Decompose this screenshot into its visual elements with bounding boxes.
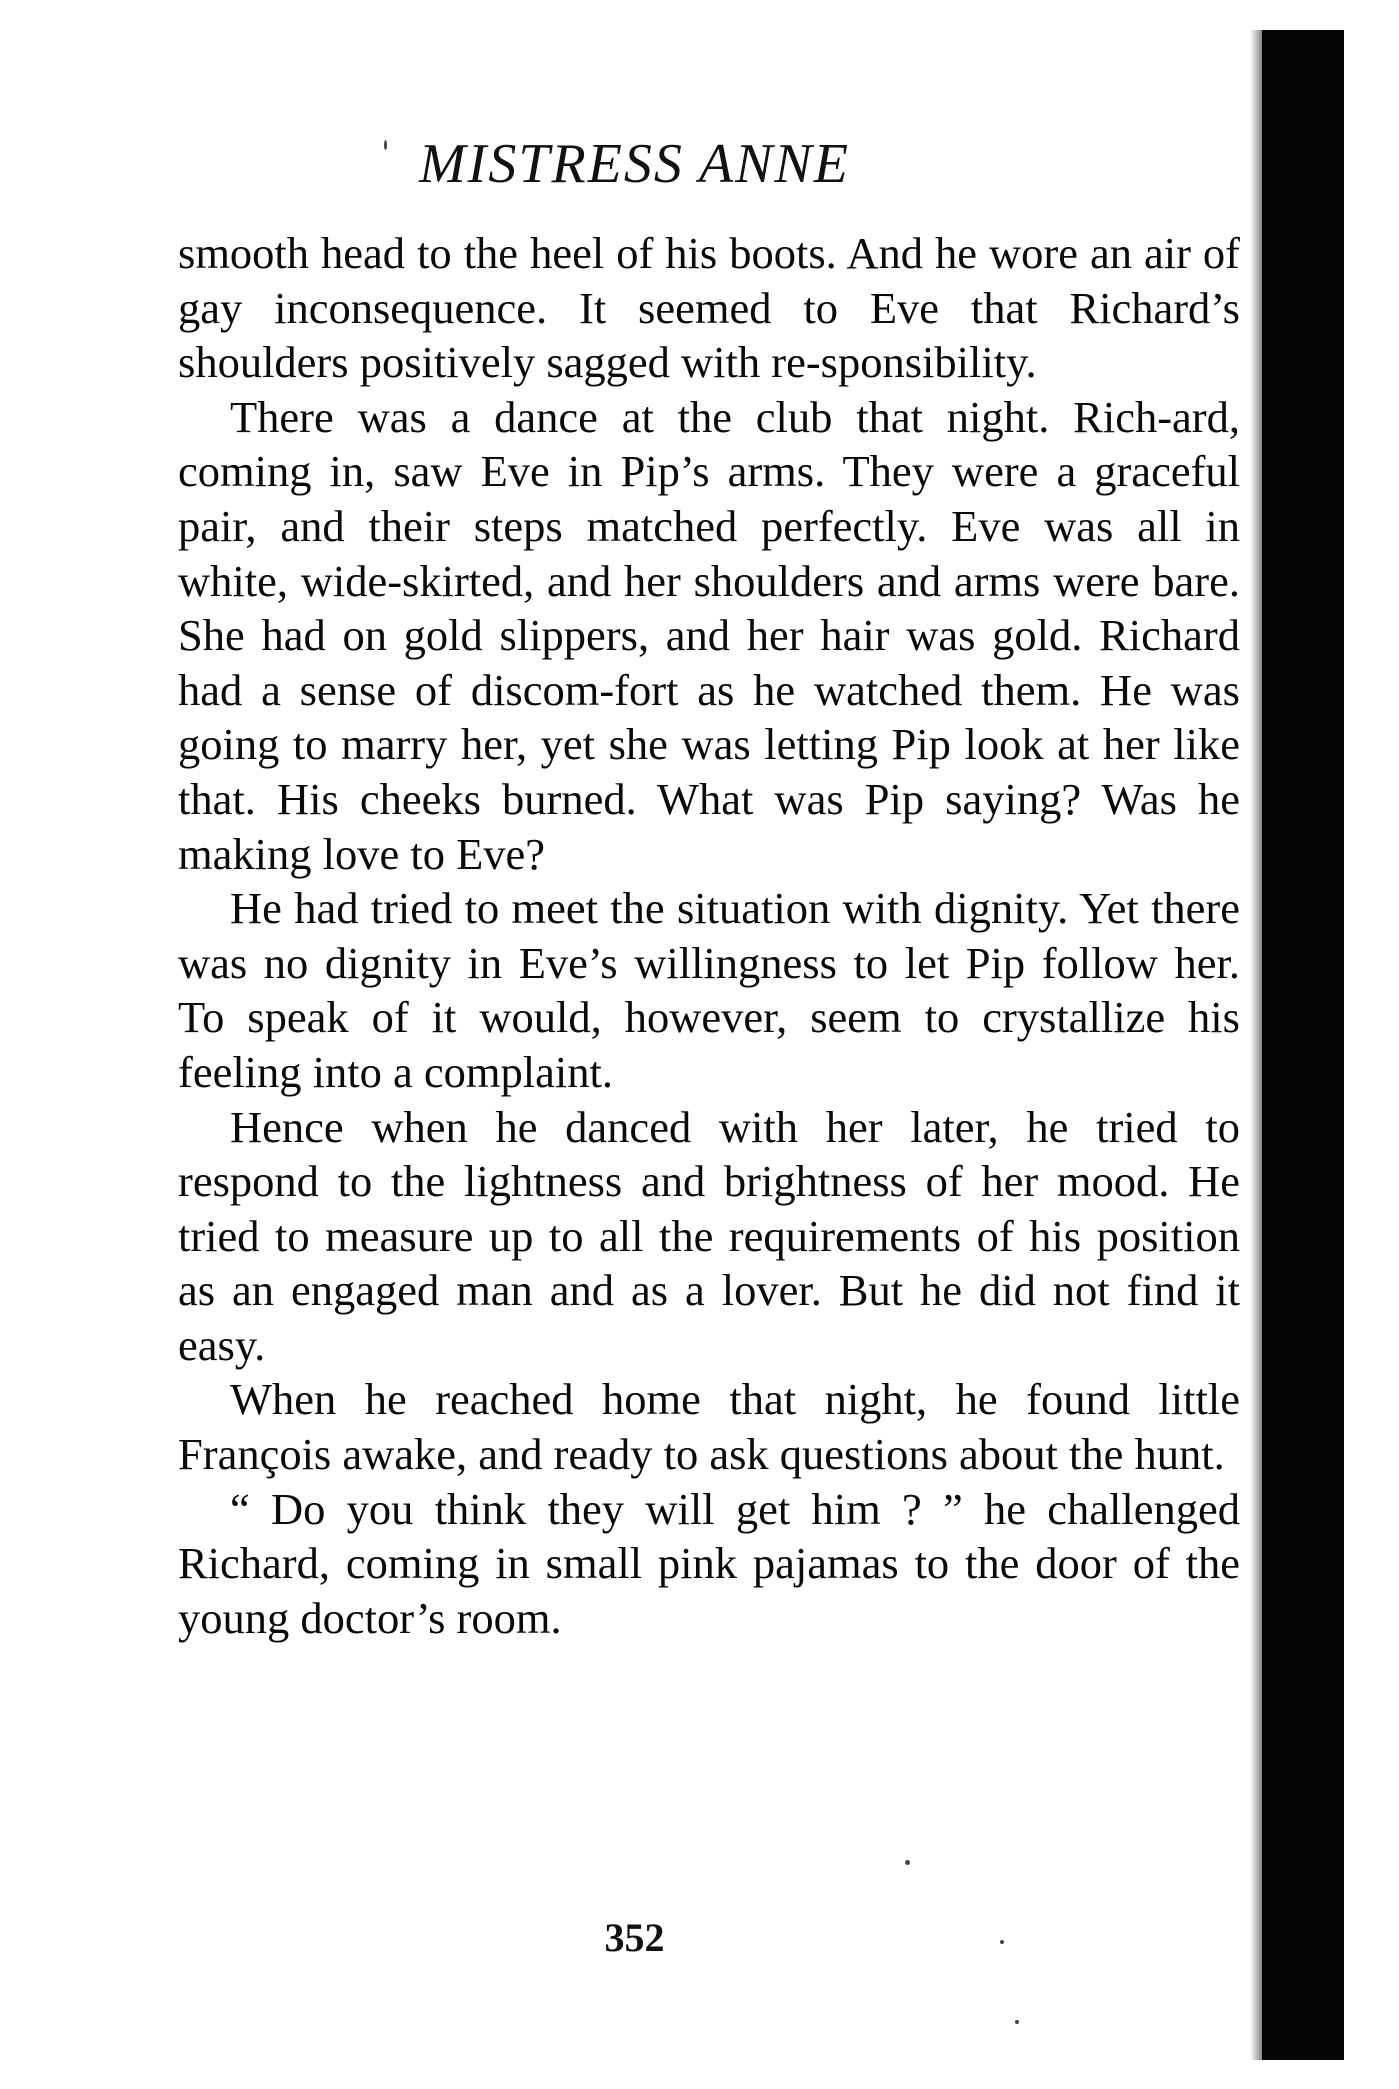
scan-speck bbox=[1000, 1940, 1004, 1944]
running-header: MISTRESS ANNE bbox=[419, 133, 850, 195]
paragraph-3: He had tried to meet the situation with dignity. Yet there was no dignity in Eve’s willingness to let Pip follow her. To speak of it would, however, seem to crystallize his feeling into a complaint. bbox=[178, 883, 1240, 1097]
body-text bbox=[178, 226, 1240, 1645]
scan-speck bbox=[384, 140, 387, 150]
paragraph-4: Hence when he danced with her later, he tried to respond to the lightness and brightness of her mood. He tried to measure up to all the requirements of his position as an engaged man and as a lover. But he did not find it easy. bbox=[178, 1101, 1240, 1370]
paragraph-6: “ Do you think they will get him ? ” he challenged Richard, coming in small pink pajamas to the door of the young doctor’s room. bbox=[178, 1483, 1240, 1643]
page-number: 352 bbox=[604, 1915, 665, 1960]
paragraph-5: When he reached home that night, he found little François awake, and ready to ask questions about the hunt. bbox=[178, 1374, 1240, 1480]
scan-speck bbox=[1015, 2020, 1019, 2024]
paragraph-1: smooth head to the heel of his boots. And he wore an air of gay inconsequence. It seemed to Eve that Richard’s shoulders positively sagged with re-sponsibility. bbox=[178, 228, 1240, 388]
scan-speck bbox=[905, 1860, 910, 1865]
paragraph-2: There was a dance at the club that night. Rich-ard, coming in, saw Eve in Pip’s arms. They were a graceful pair, and their steps matched perfectly. Eve was all in white, wide-skirted, and her shoulders and arms were bare. She had on gold slippers, and her hair was gold. Richard had a sense of discom-fort as he watched them. He was going to marry her, yet she was letting Pip look at her like that. His cheeks burned. What was Pip saying? Was he making love to Eve? bbox=[178, 391, 1240, 879]
book-binding-edge bbox=[1262, 30, 1344, 2060]
